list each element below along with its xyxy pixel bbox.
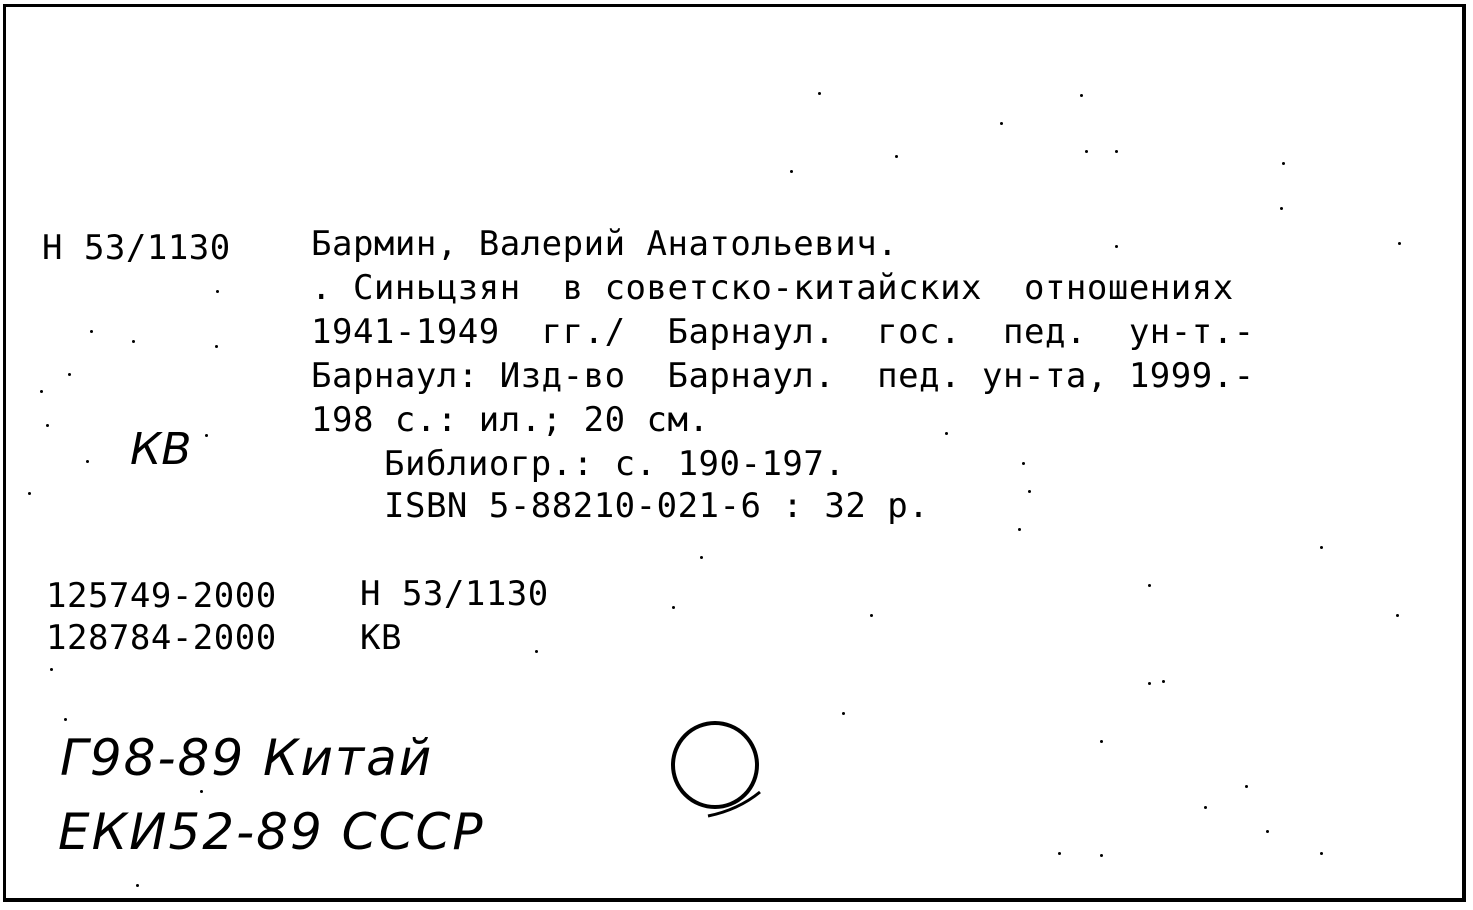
speck xyxy=(1266,830,1269,833)
speck xyxy=(90,330,93,333)
speck xyxy=(200,790,203,793)
inventory-location: КВ xyxy=(360,618,402,658)
speck xyxy=(1100,740,1103,743)
handwritten-classification-1: Г98-89 Китай xyxy=(60,729,434,787)
speck xyxy=(1018,528,1021,531)
speck xyxy=(1162,680,1165,683)
isbn-line: ISBN 5-88210-021-6 : 32 р. xyxy=(384,486,930,526)
speck xyxy=(28,492,31,495)
speck xyxy=(1282,162,1285,165)
inventory-number: 128784-2000 xyxy=(46,618,277,658)
heading-author: Бармин, Валерий Анатольевич. xyxy=(311,224,899,264)
speck xyxy=(1204,806,1207,809)
speck xyxy=(945,432,948,435)
handwritten-classification-2: ЕКИ52-89 СССР xyxy=(58,803,485,861)
speck xyxy=(1115,150,1118,153)
inventory-number: 125749-2000 xyxy=(46,576,277,616)
speck xyxy=(136,884,139,887)
speck xyxy=(1022,462,1025,465)
speck xyxy=(1115,245,1118,248)
speck xyxy=(1280,207,1283,210)
speck xyxy=(1000,122,1003,125)
circle-mark-icon xyxy=(668,710,778,830)
speck xyxy=(1245,785,1248,788)
speck xyxy=(1320,546,1323,549)
speck xyxy=(895,155,898,158)
title-line-4: 198 с.: ил.; 20 см. xyxy=(311,400,710,440)
title-line-2: 1941-1949 гг./ Барнаул. гос. пед. ун-т.- xyxy=(311,312,1255,352)
speck xyxy=(86,460,89,463)
speck xyxy=(672,606,675,609)
title-line-1: . Синьцзян в советско-китайских отношениях xyxy=(311,268,1234,308)
title-line-3: Барнаул: Изд-во Барнаул. пед. ун-та, 1999.- xyxy=(311,356,1255,396)
speck xyxy=(1396,614,1399,617)
speck xyxy=(1058,852,1061,855)
speck xyxy=(215,345,218,348)
speck xyxy=(842,712,845,715)
speck xyxy=(1080,94,1083,97)
speck xyxy=(64,718,67,721)
speck xyxy=(700,556,703,559)
speck xyxy=(1028,490,1031,493)
speck xyxy=(1085,150,1088,153)
speck xyxy=(1100,854,1103,857)
speck xyxy=(1320,852,1323,855)
speck xyxy=(535,650,538,653)
speck xyxy=(790,170,793,173)
speck xyxy=(40,390,43,393)
speck xyxy=(46,424,49,427)
speck xyxy=(1148,682,1151,685)
shelfmark: Н 53/1130 xyxy=(42,228,231,268)
bibliography-note: Библиогр.: с. 190-197. xyxy=(384,444,846,484)
speck xyxy=(68,373,71,376)
margin-mark-kv: КВ xyxy=(130,424,192,475)
speck xyxy=(1148,584,1151,587)
speck xyxy=(50,668,53,671)
speck xyxy=(205,434,208,437)
speck xyxy=(1398,242,1401,245)
speck xyxy=(870,614,873,617)
speck xyxy=(216,290,219,293)
speck xyxy=(818,92,821,95)
speck xyxy=(132,340,135,343)
inventory-location: Н 53/1130 xyxy=(360,574,549,614)
